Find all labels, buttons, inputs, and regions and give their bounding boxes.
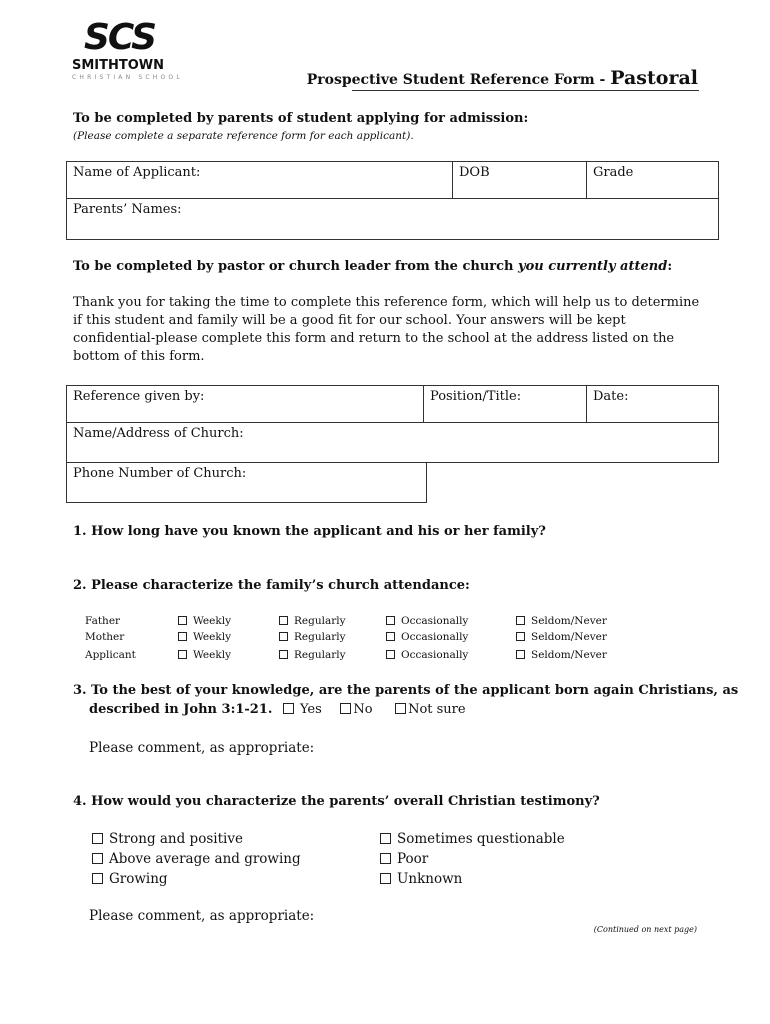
option-label: Occasionally <box>401 631 469 643</box>
checkbox-icon[interactable] <box>386 650 395 659</box>
instructions-paragraph: Thank you for taking the time to complete this reference form, which will help us to determine if this student and family will be a good fit for our school. Your answers will be kept confidential-please complete this form and return to the school at the address listed on the bottom of this form. <box>73 295 700 364</box>
question-3-reference: described in John 3:1-21. <box>89 702 273 717</box>
continued-note: (Continued on next page) <box>593 925 697 934</box>
section2-heading <box>73 258 672 276</box>
option-label: Regularly <box>294 615 346 627</box>
checkbox-icon[interactable] <box>395 703 406 714</box>
checkbox-icon[interactable] <box>386 616 395 625</box>
checkbox-icon[interactable] <box>516 616 525 625</box>
attendance-option[interactable] <box>386 629 468 645</box>
school-logo-name: SMITHTOWN <box>72 58 165 73</box>
q3-option-yes[interactable] <box>283 702 322 717</box>
attendance-option[interactable] <box>178 647 231 663</box>
checkbox-icon[interactable] <box>283 703 294 714</box>
question-1: 1. How long have you known the applicant and his or her family? <box>73 524 546 539</box>
date-field[interactable] <box>586 385 719 423</box>
attendance-option[interactable] <box>279 629 346 645</box>
checkbox-icon[interactable] <box>178 650 187 659</box>
checkbox-icon[interactable] <box>279 616 288 625</box>
checkbox-icon[interactable] <box>92 853 103 864</box>
attendance-option[interactable] <box>386 647 468 663</box>
checkbox-icon[interactable] <box>516 632 525 641</box>
question-2: 2. Please characterize the family’s church attendance: <box>73 578 470 593</box>
attendance-option[interactable] <box>279 613 346 629</box>
section2-heading-text: To be completed by pastor or church leader from the church <box>73 259 519 274</box>
attendance-option[interactable] <box>178 629 231 645</box>
applicant-name-label: Name of Applicant: <box>73 165 201 180</box>
reference-given-by-label: Reference given by: <box>73 389 205 404</box>
dob-label: DOB <box>459 165 490 180</box>
option-label: Regularly <box>294 631 346 643</box>
option-label: Seldom/Never <box>531 615 607 627</box>
checkbox-icon[interactable] <box>380 833 391 844</box>
title-divider <box>352 90 699 91</box>
q4-option[interactable] <box>92 849 301 869</box>
q3-option-no[interactable] <box>340 702 372 717</box>
option-label: Weekly <box>193 615 232 627</box>
church-address-label: Name/Address of Church: <box>73 426 244 441</box>
q4-comment-label: Please comment, as appropriate: <box>89 908 315 924</box>
grade-field[interactable] <box>586 161 719 199</box>
q4-option[interactable] <box>380 829 565 849</box>
q3-comment-label: Please comment, as appropriate: <box>89 740 315 756</box>
q3-option-not-sure-label: Not sure <box>408 702 466 717</box>
q3-option-yes-label: Yes <box>299 702 322 717</box>
checkbox-icon[interactable] <box>92 833 103 844</box>
attendance-option[interactable] <box>516 613 607 629</box>
parents-names-label: Parents’ Names: <box>73 202 182 217</box>
position-title-field[interactable] <box>423 385 587 423</box>
date-label: Date: <box>593 389 629 404</box>
attendance-person-father: Father <box>85 615 121 627</box>
attendance-person-applicant: Applicant <box>85 649 136 661</box>
form-title-text: Prospective Student Reference Form - <box>306 72 611 88</box>
option-label: Seldom/Never <box>531 631 607 643</box>
parents-names-field[interactable] <box>66 198 719 240</box>
school-logo-subtitle: CHRISTIAN SCHOOL <box>72 74 183 81</box>
dob-field[interactable] <box>452 161 587 199</box>
q4-option-label: Sometimes questionable <box>397 831 565 847</box>
form-title-emphasis: Pastoral <box>610 67 698 89</box>
question-3-line2 <box>89 700 466 720</box>
q4-option[interactable] <box>92 829 243 849</box>
checkbox-icon[interactable] <box>516 650 525 659</box>
option-label: Seldom/Never <box>531 649 607 661</box>
section2-heading-suffix: : <box>667 259 673 274</box>
section2-heading-emphasis: you currently attend <box>518 259 668 274</box>
section1-heading: To be completed by parents of student applying for admission: <box>73 111 529 126</box>
q4-option[interactable] <box>380 869 462 889</box>
grade-label: Grade <box>593 165 634 180</box>
attendance-option[interactable] <box>516 629 607 645</box>
q3-option-no-label: No <box>353 702 373 717</box>
q4-option[interactable] <box>92 869 168 889</box>
q4-option-label: Growing <box>109 871 168 887</box>
question-3: 3. To the best of your knowledge, are the parents of the applicant born again Christians, as <box>73 683 739 698</box>
question-4: 4. How would you characterize the parents’ overall Christian testimony? <box>73 794 600 809</box>
option-label: Regularly <box>294 649 346 661</box>
form-title <box>307 68 698 90</box>
checkbox-icon[interactable] <box>380 853 391 864</box>
checkbox-icon[interactable] <box>386 632 395 641</box>
option-label: Occasionally <box>401 649 469 661</box>
church-phone-field[interactable] <box>66 462 427 503</box>
option-label: Weekly <box>193 649 232 661</box>
section1-note: (Please complete a separate reference form for each applicant). <box>73 130 414 142</box>
q4-option[interactable] <box>380 849 428 869</box>
option-label: Weekly <box>193 631 232 643</box>
attendance-option[interactable] <box>279 647 346 663</box>
church-address-field[interactable] <box>66 422 719 463</box>
option-label: Occasionally <box>401 615 469 627</box>
applicant-name-field[interactable] <box>66 161 453 199</box>
q4-option-label: Unknown <box>397 871 463 887</box>
attendance-option[interactable] <box>386 613 468 629</box>
reference-given-by-field[interactable] <box>66 385 424 423</box>
checkbox-icon[interactable] <box>380 873 391 884</box>
position-title-label: Position/Title: <box>430 389 522 404</box>
checkbox-icon[interactable] <box>279 650 288 659</box>
checkbox-icon[interactable] <box>92 873 103 884</box>
attendance-person-mother: Mother <box>85 631 125 643</box>
checkbox-icon[interactable] <box>279 632 288 641</box>
attendance-option[interactable] <box>178 613 231 629</box>
attendance-option[interactable] <box>516 647 607 663</box>
church-phone-label: Phone Number of Church: <box>73 466 247 481</box>
checkbox-icon[interactable] <box>178 632 187 641</box>
checkbox-icon[interactable] <box>178 616 187 625</box>
checkbox-icon[interactable] <box>340 703 351 714</box>
q3-option-not-sure[interactable] <box>395 702 466 717</box>
school-logo: SCS <box>84 17 155 58</box>
q4-option-label: Poor <box>397 851 429 867</box>
q4-option-label: Above average and growing <box>109 851 301 867</box>
q4-option-label: Strong and positive <box>109 831 243 847</box>
